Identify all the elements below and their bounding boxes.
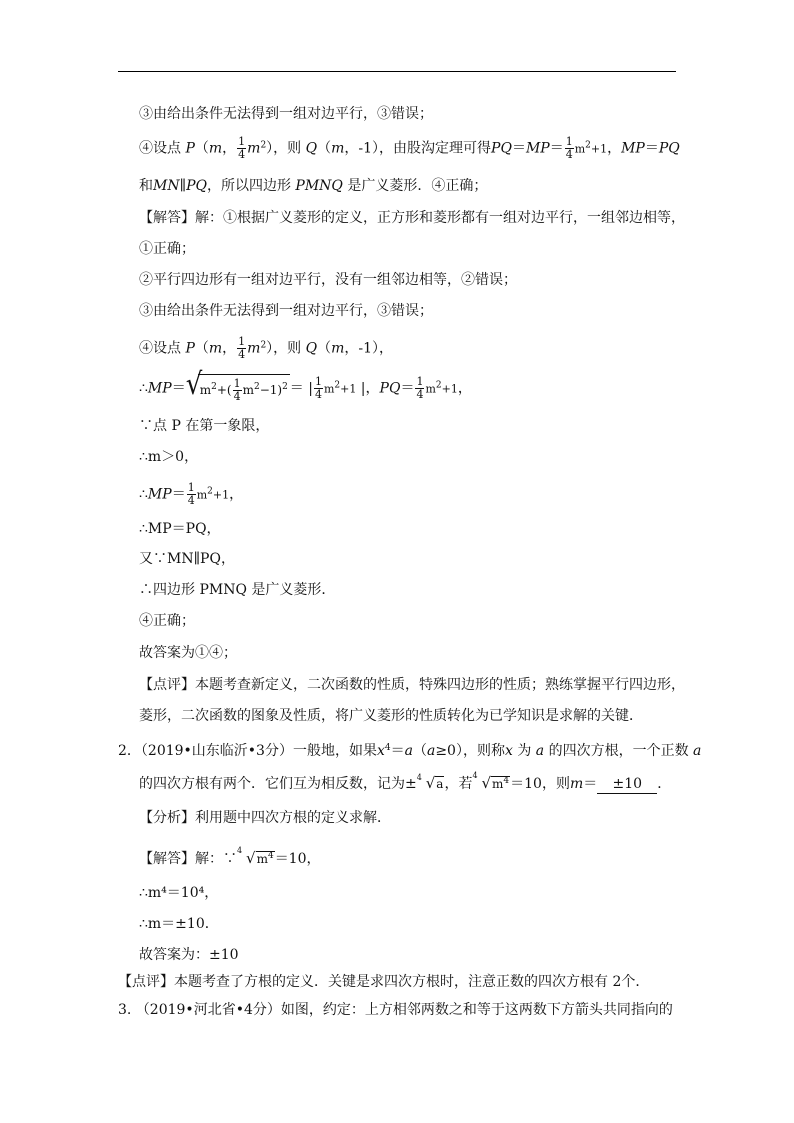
analysis-step-4: ④设点 P（m， $\frac{1}{4}$ $m^2$），则 Q（m，-1），由股沟定理可得PQ＝MP＝ $\frac{1}{4}$ $m^2+1$，MP＝PQ	[139, 135, 680, 161]
analysis-step-3: ③由给出条件无法得到一组对边平行，③错误；	[139, 106, 433, 122]
solution-mp-eq-pq: ∴MP＝PQ，	[139, 521, 221, 537]
comment-line-2: 菱形，二次函数的图象及性质，将广义菱形的性质转化为已学知识是求解的关键．	[139, 708, 643, 724]
solution-line-2: ②平行四边形有一组对边平行，没有一组邻边相等，②错误；	[139, 272, 517, 288]
solution-answer: 故答案为①④；	[139, 645, 237, 661]
q2-answer: 故答案为：±10	[139, 947, 239, 963]
solution-line-3: ③由给出条件无法得到一组对边平行，③错误；	[139, 303, 433, 319]
solution-quadrant: ∵点 P 在第一象限，	[139, 418, 270, 434]
q3-line-1: 3. （2019•河北省•4分）如图，约定：上方相邻两数之和等于这两数下方箭头共同指向的	[118, 1002, 673, 1018]
q2-line-2: 的四次方根有两个．它们互为相反数，记为± 4 √a，若 4 $√m^4=10$，则m＝ ±10 ．	[139, 771, 672, 792]
q2-analysis: 【分析】利用题中四次方根的定义求解．	[139, 810, 391, 826]
q2-step-1: ∴m⁴＝10⁴，	[139, 885, 219, 901]
solution-correct-4: ④正确；	[139, 613, 195, 629]
solution-also-parallel: 又∵MN∥PQ，	[139, 551, 235, 567]
solution-line-4: ④设点 P（m， $\frac{1}{4}$ $m^2$），则 Q（m，-1），	[139, 335, 394, 361]
solution-m-positive: ∴m＞0，	[139, 449, 199, 465]
solution-mp-formula: ∴MP＝ √ $m^2+$( $\frac{1}{4}$ $m^2-1)^2$ ＝ | $\frac{1}{4}$ $m^2+1$ |，PQ＝ $\frac{1}{4}$ $m^2+1$，	[139, 367, 472, 403]
comment-line-1: 【点评】本题考查新定义，二次函数的性质，特殊四边形的性质；熟练掌握平行四边形，	[139, 677, 685, 693]
solution-heading: 【解答】解：①根据广义菱形的定义，正方形和菱形都有一组对边平行，一组邻边相等，	[139, 210, 685, 226]
solution-conclusion: ∴四边形 PMNQ 是广义菱形．	[139, 582, 336, 598]
solution-line-1: ①正确；	[139, 241, 195, 257]
q2-comment: 【点评】本题考查了方根的定义．关键是求四次方根时，注意正数的四次方根有 2个．	[118, 974, 650, 990]
q2-line-1: 2．（2019•山东临沂•3分）一般地，如果$x^4=a(a\ge 0)$，则称x 为 a 的四次方根，一个正数 a	[118, 743, 702, 759]
analysis-step-4-cont: 和MN∥PQ，所以四边形 PMNQ 是广义菱形．④正确；	[139, 178, 488, 194]
q2-step-2: ∴m＝±10．	[139, 916, 219, 932]
header-rule	[118, 71, 676, 72]
solution-mp-value: ∴MP＝ $\frac{1}{4}$ $m^2+1$，	[139, 481, 244, 507]
q2-solution-head: 【解答】解：∵ 4 $√m^4=10$，	[139, 846, 321, 867]
answer-blank: ±10	[597, 775, 657, 794]
